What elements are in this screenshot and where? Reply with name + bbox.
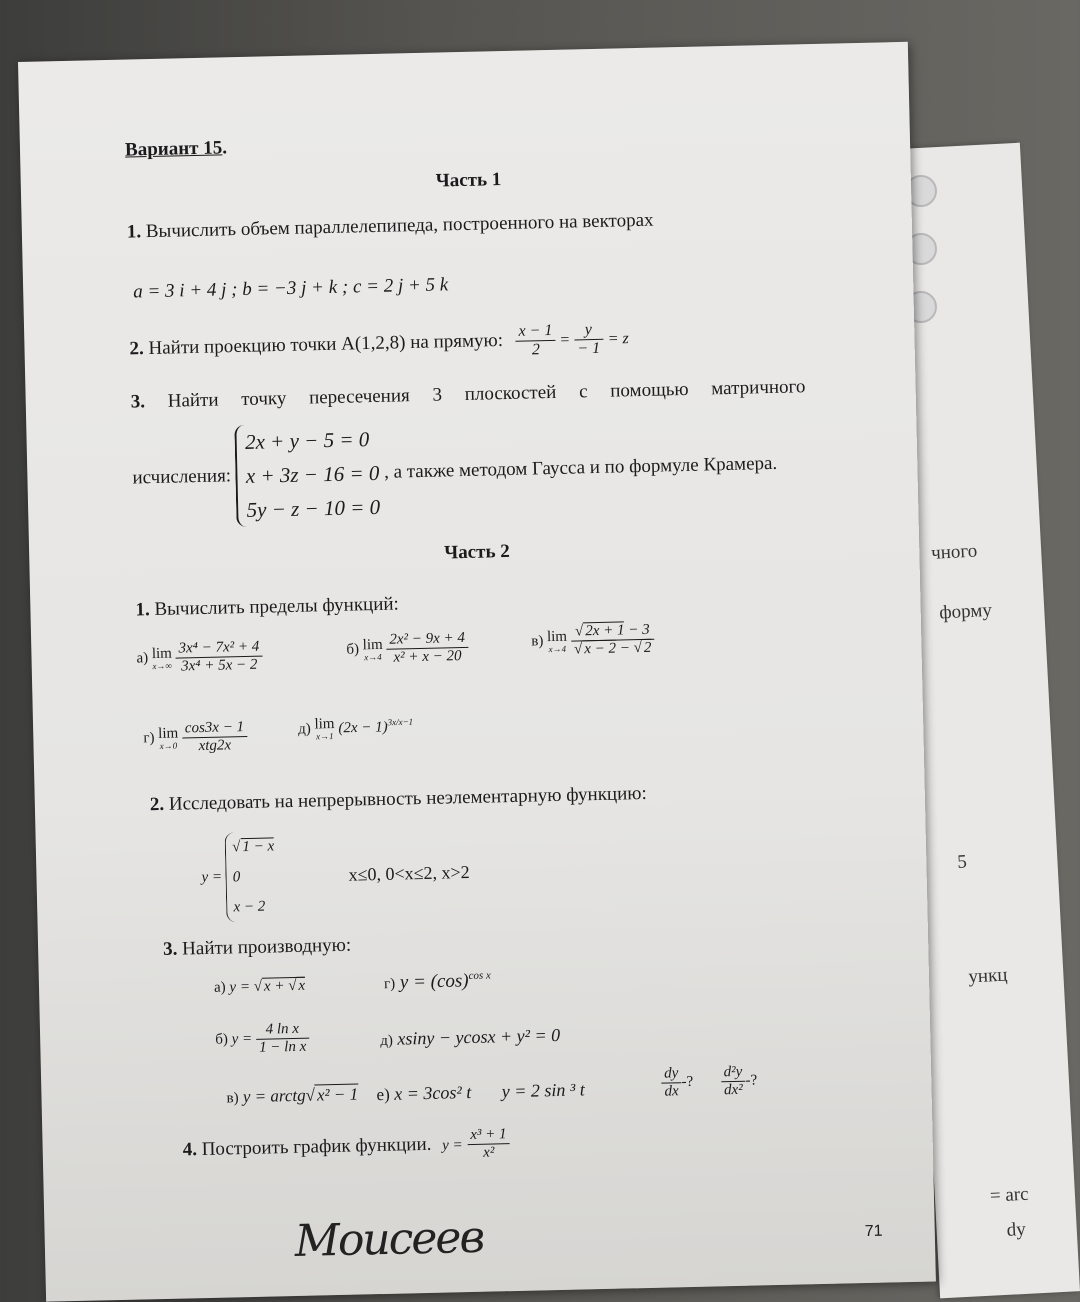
deriv-v: в) y = arctg√x² − 1 — [226, 1084, 359, 1107]
deriv-e: е) x = 3cos² t y = 2 sin ³ t — [376, 1079, 585, 1105]
part1-task3: 3. Найти точку пересечения 3 плоскостей с помощью матричного — [130, 376, 806, 413]
deriv-g: г) $y = (\cos)^{cos x}$ — [383, 969, 491, 993]
bg-fragment: 5 — [956, 851, 968, 873]
exam-paper — [18, 42, 936, 1302]
bg-fragment: чного — [930, 540, 978, 564]
limit-g: г) lim x→0 $\frac{\cos 3x - 1}{\text{xtg2x}}$ — [143, 719, 248, 756]
bg-fragment: ункц — [967, 964, 1008, 988]
variant-title: Вариант 15. — [124, 137, 228, 161]
part1-task3-system: исчисления: 2x + y − 5 = 0 x + 3z − 16 = 0 5y − z − 10 = 0 , а также методом Гаусса и по формуле Крамера. — [131, 413, 778, 530]
bg-fragment: dy — [1006, 1218, 1027, 1241]
limit-d: д) lim x→1 $(2x - 1)^{3x/x-1}$ — [298, 715, 414, 742]
limit-b: б) lim x→4 $\frac{\text{2x² − 9x + 4}}{\text{x² + x − 20}}$ — [346, 630, 468, 668]
dy-dx: $\frac{dy}{dx}$ -? $\frac{\text{d²y}}{\text{dx²}}$ -? — [661, 1063, 758, 1100]
deriv-d: д) xsiny − ycosx + y² = 0 — [380, 1024, 561, 1050]
part1-task1: 1. Вычислить объем параллелепипеда, построенного на векторах — [126, 209, 654, 243]
part2-heading: Часть 2 — [444, 540, 510, 564]
deriv-b: б) y = $\frac{\text{4 ln x}}{\text{1 − ln x}}$ — [215, 1021, 310, 1058]
limit-a: а) lim x→∞ $\frac{\text{3x⁴ − 7x² + 4}}{\text{3x⁴ + 5x − 2}}$ — [136, 639, 263, 677]
part2-task1: 1. Вычислить пределы функций: — [135, 593, 400, 621]
part2-task4: 4. Построить график функции. y = $\frac{\text{x³ + 1}}{\text{x²}}$ — [182, 1126, 510, 1168]
piecewise-function: y = √ 1 − x 0 x − 2 x≤0, 0<x≤2, x>2 — [201, 827, 471, 923]
part2-task3: 3. Найти производную: — [162, 934, 352, 960]
part2-task2: 2. Исследовать на непрерывность неэлементарную функцию: — [149, 782, 647, 816]
part1-heading: Часть 1 — [435, 169, 502, 192]
limit-v: в) lim x→4 $\frac{√ 2x + 1 - 3}{√ x - 2 - √ 2}$ — [531, 622, 655, 660]
page-number: 71 — [864, 1222, 883, 1241]
bg-fragment: = arc — [989, 1183, 1030, 1207]
bg-fragment: форму — [938, 599, 993, 624]
equation-system: 2x + y − 5 = 0 x + 3z − 16 = 0 5y − z − 10 = 0 — [235, 422, 381, 527]
handwritten-signature: Моисеев — [294, 1211, 484, 1268]
deriv-a: а) y = √ x + √ x — [213, 977, 306, 996]
part1-task2: 2. Найти проекцию точки А(1,2,8) на прямую: $\frac{x - 1}{2}$ = $\frac{y}{- 1}$ = z — [129, 321, 629, 360]
part1-task1-vectors: a = 3 i + 4 j ; b = −3 j + k ; c = 2 j + 5 k — [133, 274, 449, 303]
